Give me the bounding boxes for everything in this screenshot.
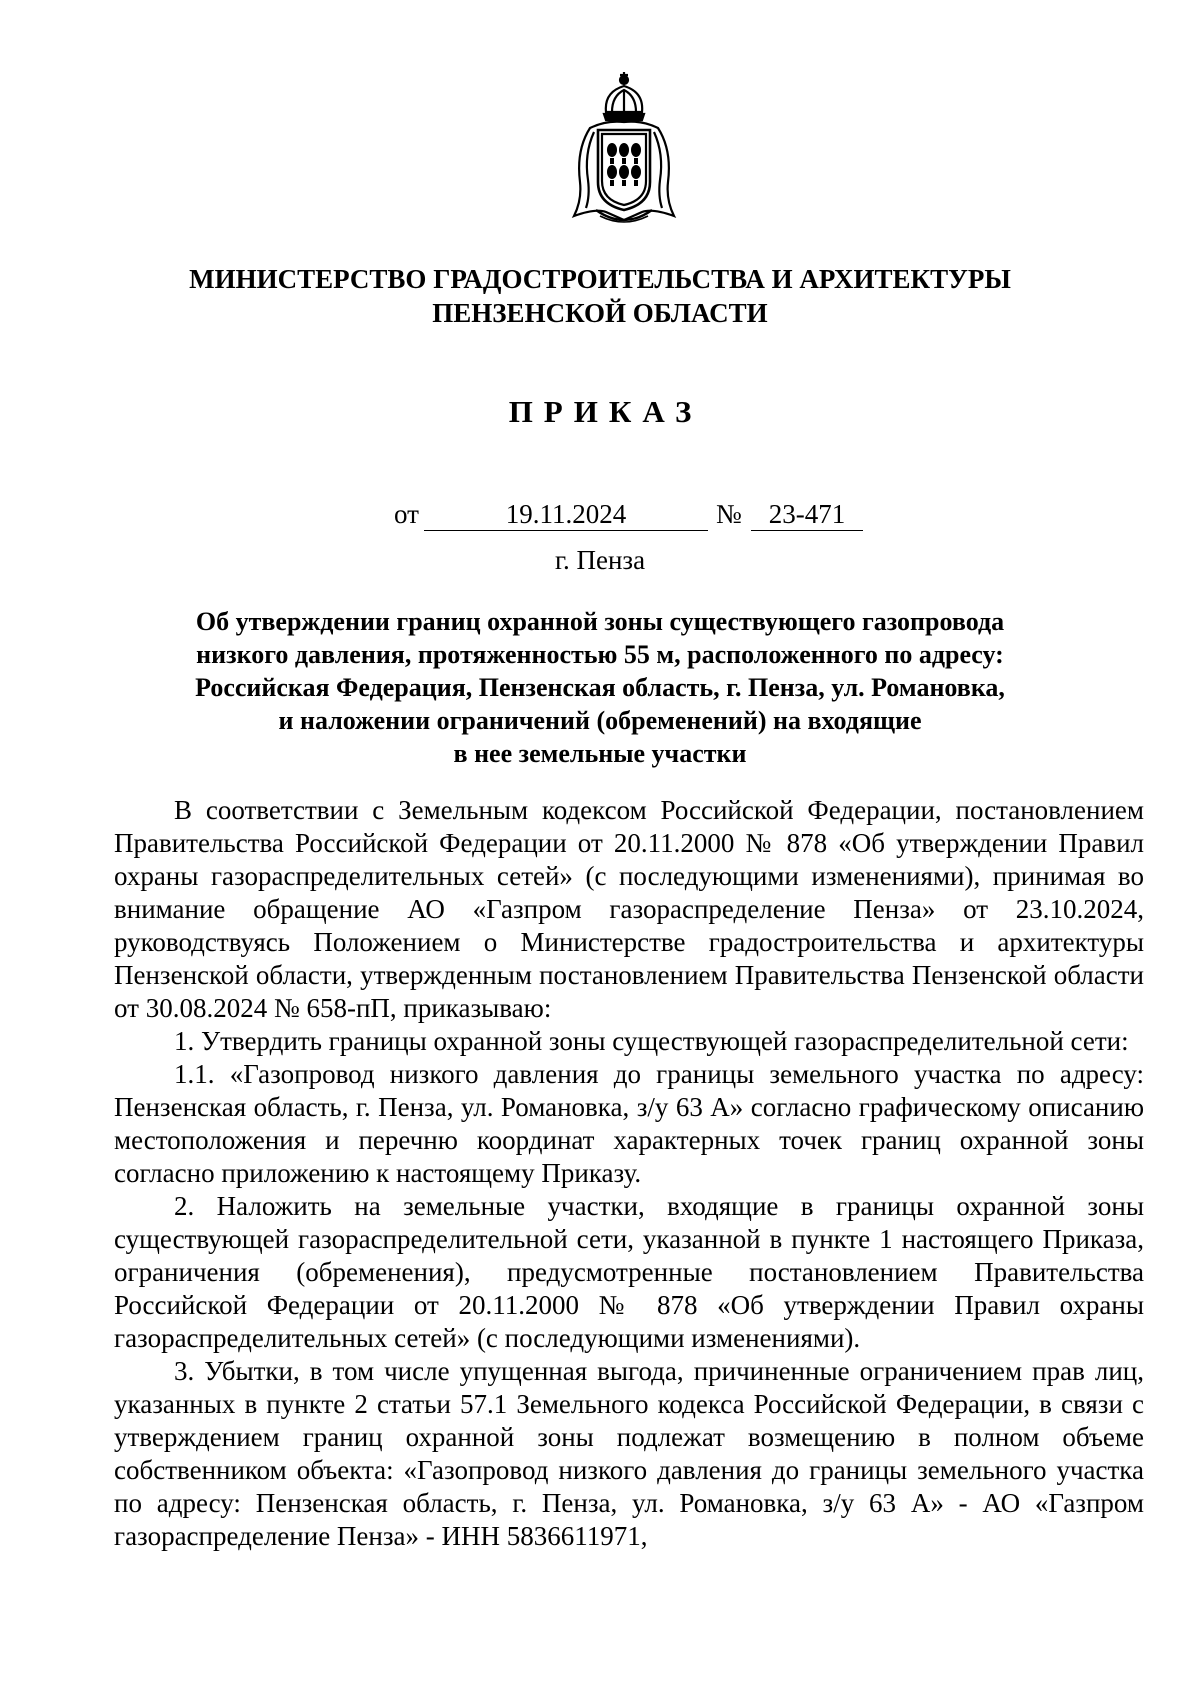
city: г. Пенза bbox=[554, 545, 646, 575]
document-date: 19.11.2024 bbox=[424, 498, 708, 531]
ministry-name-line-2: ПЕНЗЕНСКОЙ ОБЛАСТИ bbox=[432, 298, 768, 328]
penza-region-coat-of-arms-icon bbox=[566, 70, 682, 228]
body-paragraph-item-1-1: 1.1. «Газопровод низкого давления до границы земельного участка по адресу: Пензенская область, г. Пенза, ул. Романовка, з/у 63 А» согласно графическому описанию местоположения и перечню координат характерных точек границ охранной зоны согласно приложению к настоящему Приказу. bbox=[114, 1059, 1144, 1188]
body-paragraph-item-2: 2. Наложить на земельные участки, входящие в границы охранной зоны существующей газораспределительной сети, указанной в пункте 1 настоящего Приказа, ограничения (обременения), предусмотренные постановлением Правительства Российской Федерации от 20.11.2000 № 878 «Об утверждении Правил охраны газораспределительных сетей» (с последующими изменениями). bbox=[114, 1191, 1144, 1353]
order-title-line-1: Об утверждении границ охранной зоны существующего газопровода bbox=[195, 607, 1005, 636]
document-type-heading: ПРИКАЗ bbox=[508, 394, 703, 429]
order-title bbox=[100, 605, 1100, 770]
ministry-name bbox=[100, 262, 1100, 330]
order-title-line-5: в нее земельные участки bbox=[453, 739, 747, 768]
body-paragraph-item-1: 1. Утвердить границы охранной зоны существующей газораспределительной сети: bbox=[174, 1026, 1129, 1056]
body-paragraph-preamble: В соответствии с Земельным кодексом Российской Федерации, постановлением Правительства Российской Федерации от 20.11.2000 № 878 «Об утверждении Правил охраны газораспределительных сетей» (с последующими изменениями), принимая во внимание обращение АО «Газпром газораспределение Пенза» от 23.10.2024, руководствуясь Положением о Министерстве градостроительства и архитектуры Пензенской области, утвержденным постановлением Правительства Пензенской области от 30.08.2024 № 658-пП, приказываю: bbox=[114, 795, 1144, 1023]
order-title-line-4: и наложении ограничений (обременений) на входящие bbox=[278, 706, 922, 735]
document-number: 23-471 bbox=[751, 498, 863, 531]
body-paragraph-item-3: 3. Убытки, в том числе упущенная выгода, причиненные ограничением прав лиц, указанных в пункте 2 статьи 57.1 Земельного кодекса Российской Федерации, в связи с утверждением границ охранной зоны подлежат возмещению в полном объеме собственником объекта: «Газопровод низкого давления до границы земельного участка по адресу: Пензенская область, г. Пенза, ул. Романовка, з/у 63 А» - АО «Газпром газораспределение Пенза» - ИНН 5836611971, bbox=[114, 1356, 1144, 1551]
document-body bbox=[114, 794, 1144, 1553]
order-title-line-2: низкого давления, протяженностью 55 м, расположенного по адресу: bbox=[196, 640, 1004, 669]
date-prefix: от bbox=[394, 499, 419, 529]
ministry-name-line-1: МИНИСТЕРСТВО ГРАДОСТРОИТЕЛЬСТВА И АРХИТЕКТУРЫ bbox=[189, 264, 1011, 294]
number-prefix: № bbox=[716, 499, 742, 529]
order-title-line-3: Российская Федерация, Пензенская область, г. Пенза, ул. Романовка, bbox=[195, 673, 1005, 702]
